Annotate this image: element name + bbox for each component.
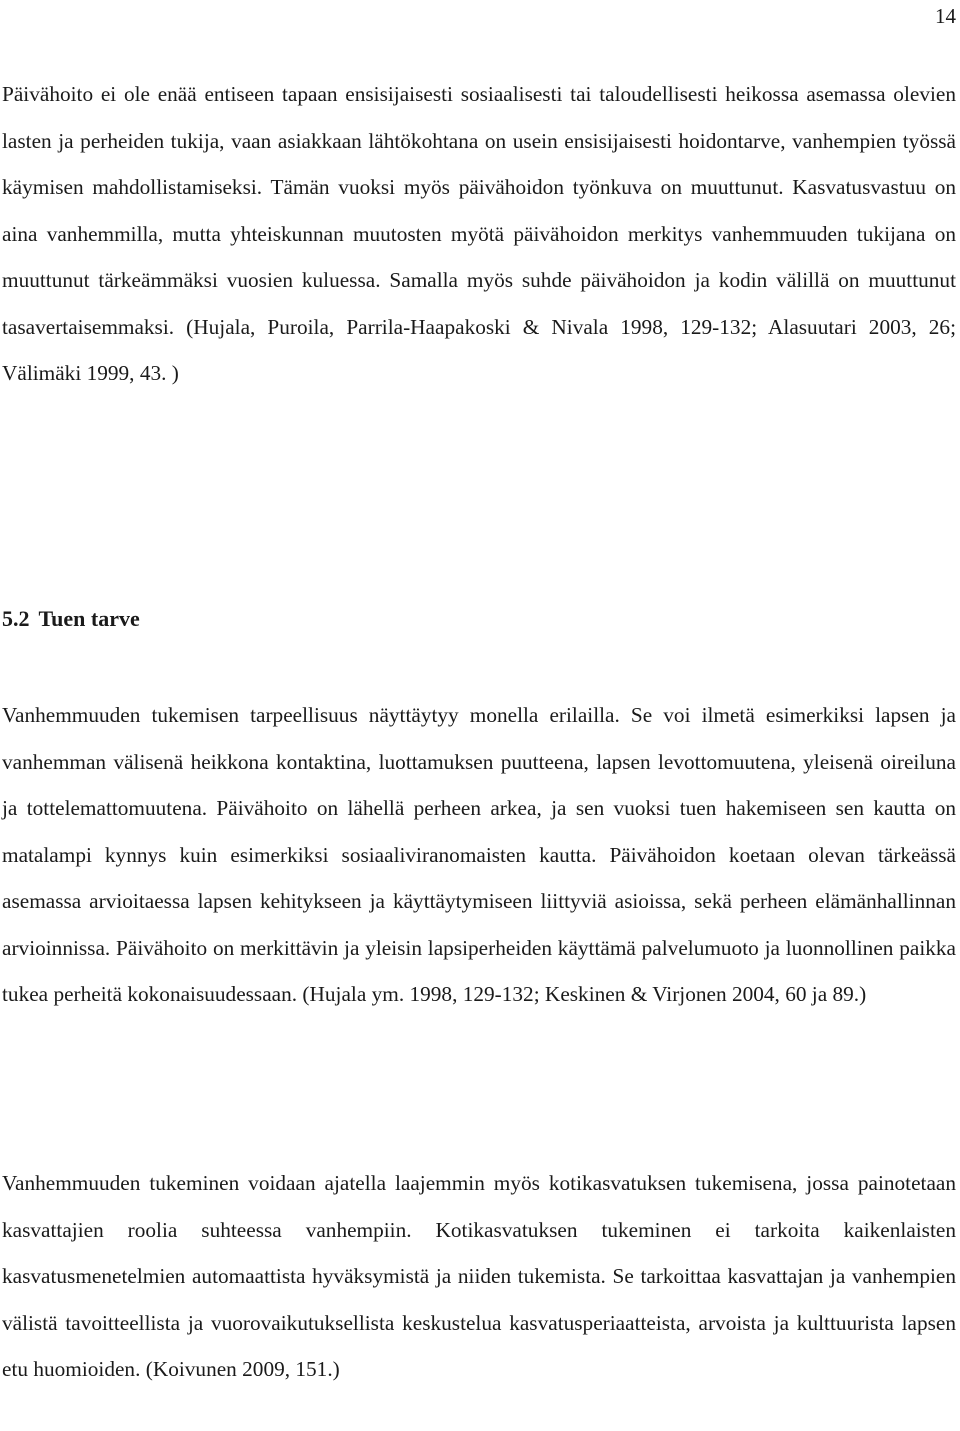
section-number: 5.2 <box>2 606 30 631</box>
paragraph-intro: Päivähoito ei ole enää entiseen tapaan ensisijaisesti sosiaalisesti tai taloudellisesti heikossa asemassa olevien lasten ja perheiden tukija, vaan asiakkaan lähtökohtana on usein ensisijaisesti hoidontarve, vanhempien työssä käymisen mahdollistamiseksi. Tämän vuoksi myös päivähoidon työnkuva on muuttunut. Kasvatusvastuu on aina vanhemmilla, mutta yhteiskunnan muutosten myötä päivähoidon merkitys vanhemmuuden tukijana on muuttunut tärkeämmäksi vuosien kuluessa. Samalla myös suhde päivähoidon ja kodin välillä on muuttunut tasavertaisemmaksi. (Hujala, Puroila, Parrila-Haapakoski & Nivala 1998, 129-132; Alasuutari 2003, 26; Välimäki 1999, 43. ) <box>2 82 956 385</box>
page-number: 14 <box>935 4 956 28</box>
section-title: Tuen tarve <box>38 606 140 631</box>
section-heading <box>2 602 140 636</box>
paragraph-support-need: Vanhemmuuden tukemisen tarpeellisuus näyttäytyy monella erilailla. Se voi ilmetä esimerkiksi lapsen ja vanhemman välisenä heikkona kontaktina, luottamuksen puutteena, lapsen levottomuutena, yleisenä oireiluna ja tottelemattomuutena. Päivähoito on lähellä perheen arkea, ja sen vuoksi tuen hakemiseen sen kautta on matalampi kynnys kuin esimerkiksi sosiaaliviranomaisten kautta. Päivähoidon koetaan olevan tärkeässä asemassa arvioitaessa lapsen kehitykseen ja käyttäytymiseen liittyviä asioissa, sekä perheen elämänhallinnan arvioinnissa. Päivähoito on merkittävin ja yleisin lapsiperheiden käyttämä palvelumuoto ja luonnollinen paikka tukea perheitä kokonaisuudessaan. (Hujala ym. 1998, 129-132; Keskinen & Virjonen 2004, 60 ja 89.) <box>2 703 956 1006</box>
paragraph-home-education: Vanhemmuuden tukeminen voidaan ajatella laajemmin myös kotikasvatuksen tukemisena, jossa painotetaan kasvattajien roolia suhteessa vanhempiin. Kotikasvatuksen tukeminen ei tarkoita kaikenlaisten kasvatusmenetelmien automaattista hyväksymistä ja niiden tukemista. Se tarkoittaa kasvattajan ja vanhempien välistä tavoitteellista ja vuorovaikutuksellista keskustelua kasvatusperiaatteista, arvoista ja kulttuurista lapsen etu huomioiden. (Koivunen 2009, 151.) <box>2 1171 956 1381</box>
